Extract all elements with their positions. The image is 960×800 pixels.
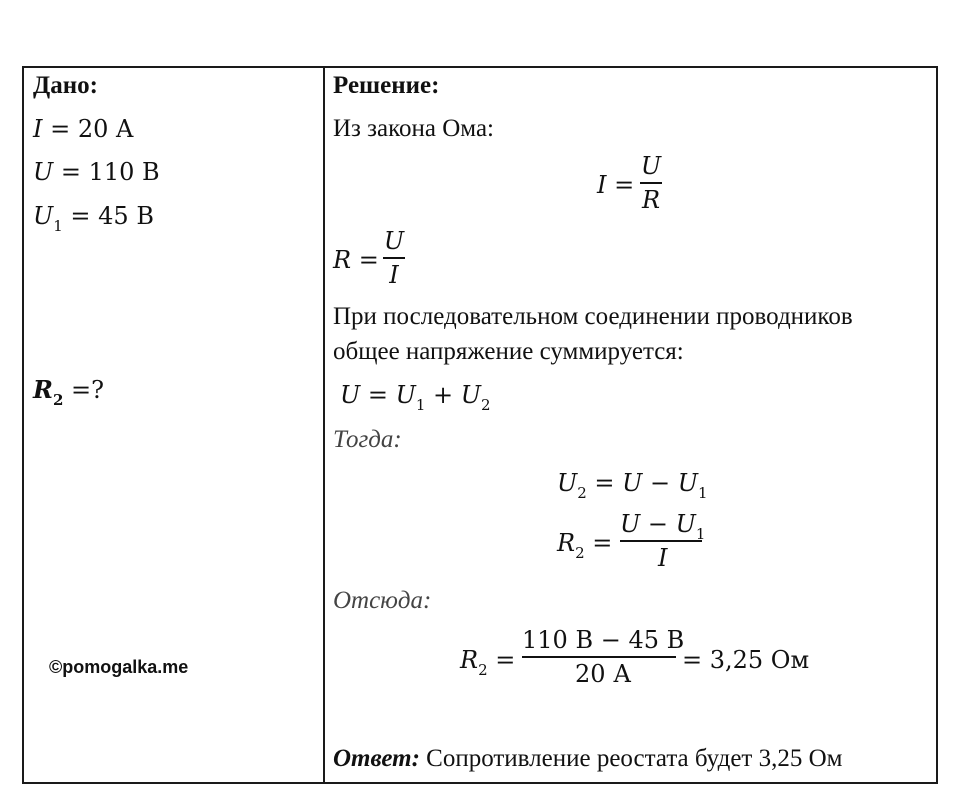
given-voltage-1: $U_1 = 45$ В bbox=[33, 202, 154, 235]
r2-fraction: $U - U_1$ I bbox=[620, 510, 706, 573]
find-r2: $R_2$ =? bbox=[33, 375, 105, 409]
r-lhs: R = bbox=[333, 246, 379, 274]
u2-equation: $U_2 = U - U_1$ bbox=[557, 469, 708, 502]
column-divider bbox=[323, 68, 325, 782]
ohm-lhs: I = bbox=[597, 171, 635, 199]
given-voltage: U = 110 В bbox=[33, 158, 160, 186]
answer-text: Сопротивление реостата будет 3,25 Ом bbox=[426, 745, 843, 772]
sum-equation: $U = U_1 + U_2$ bbox=[340, 381, 491, 414]
series-text-line-1: При последовательном соединении проводников bbox=[333, 303, 853, 330]
r2-lhs: $R_2$ = bbox=[557, 529, 613, 562]
copyright-watermark: ©pomogalka.me bbox=[49, 657, 189, 677]
answer-line bbox=[333, 746, 842, 771]
calc-lhs: $R_2$ = bbox=[460, 646, 516, 679]
ohm-law-intro: Из закона Ома: bbox=[333, 115, 494, 142]
calc-result: = 3,25 Ом bbox=[682, 646, 810, 674]
answer-label: Ответ: bbox=[333, 745, 420, 772]
r-fraction: U I bbox=[383, 227, 405, 290]
hence-label: Отсюда: bbox=[333, 587, 432, 614]
ohm-fraction: U R bbox=[640, 152, 662, 215]
given-current: I = 20 A bbox=[33, 115, 134, 143]
given-heading: Дано: bbox=[33, 72, 98, 99]
solution-heading: Решение: bbox=[333, 72, 440, 99]
series-text-line-2: общее напряжение суммируется: bbox=[333, 338, 684, 365]
calc-fraction: 110 В − 45 В 20 А bbox=[522, 626, 685, 689]
then-label: Тогда: bbox=[333, 426, 402, 453]
